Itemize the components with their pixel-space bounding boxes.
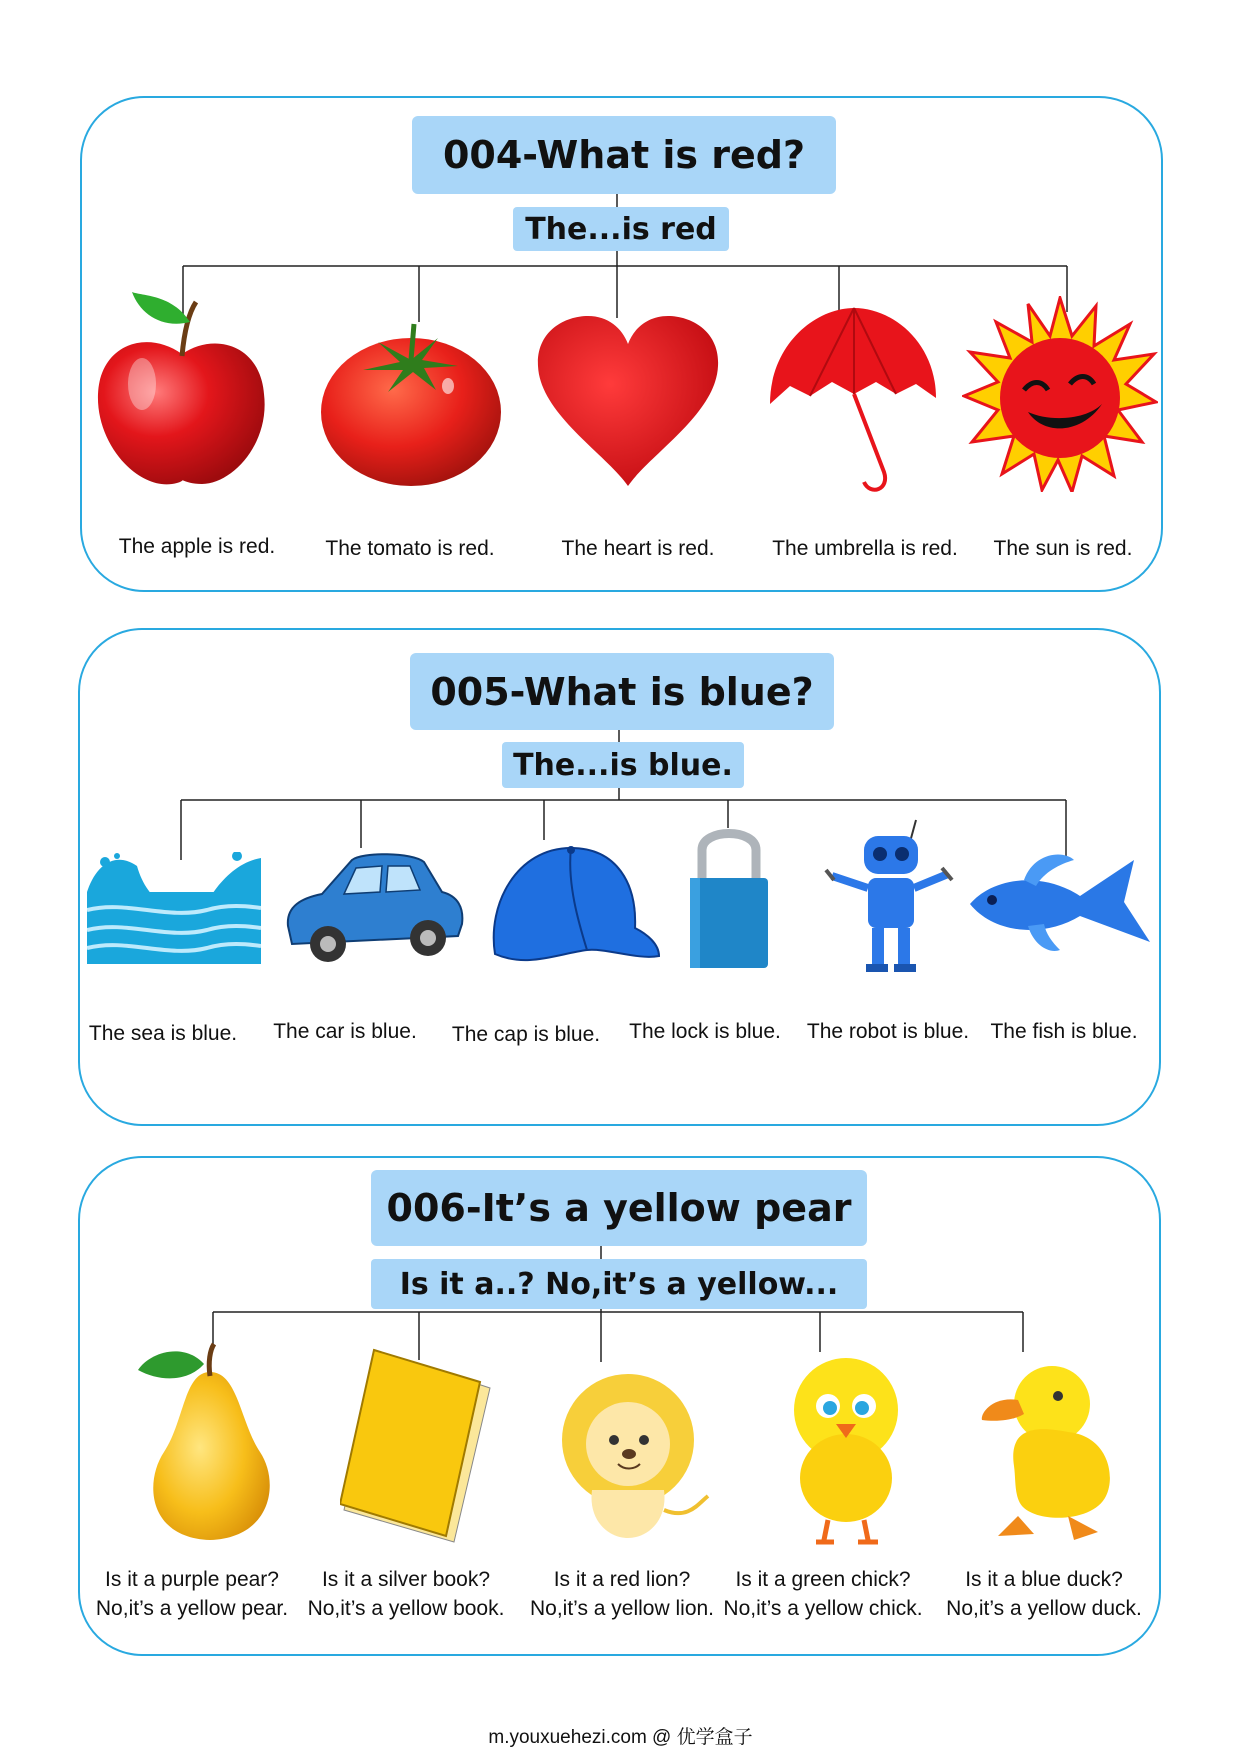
- lion-answer: No,it’s a yellow lion.: [529, 1597, 715, 1620]
- caption-heart: The heart is red.: [561, 537, 715, 560]
- caption-chick: [723, 1565, 922, 1623]
- caption-pear: [96, 1565, 288, 1623]
- lion-icon: [548, 1370, 714, 1540]
- caption-lion: [530, 1565, 714, 1623]
- lock-icon: [688, 820, 770, 970]
- chick-icon: [788, 1350, 906, 1548]
- cap-icon: [487, 844, 661, 976]
- caption-fish: The fish is blue.: [990, 1020, 1138, 1043]
- caption-sun: The sun is red.: [993, 537, 1133, 560]
- sun-icon: [962, 296, 1158, 492]
- caption-tomato: The tomato is red.: [325, 537, 495, 560]
- caption-cap: The cap is blue.: [451, 1023, 601, 1046]
- car-icon: [282, 846, 466, 970]
- caption-apple: The apple is red.: [118, 535, 276, 558]
- section-blue-pattern: The...is blue.: [502, 742, 744, 788]
- book-icon: [340, 1346, 496, 1546]
- tomato-icon: [318, 320, 504, 488]
- section-blue-title: 005-What is blue?: [410, 653, 834, 730]
- lion-question: Is it a red lion?: [553, 1568, 691, 1591]
- caption-book: [308, 1565, 505, 1623]
- chick-answer: No,it’s a yellow chick.: [723, 1597, 923, 1620]
- book-answer: No,it’s a yellow book.: [307, 1597, 505, 1620]
- book-question: Is it a silver book?: [321, 1568, 491, 1591]
- robot-icon: [818, 818, 962, 976]
- section-yellow-title: 006-It’s a yellow pear: [371, 1170, 867, 1246]
- duck-icon: [978, 1356, 1118, 1546]
- fish-icon: [964, 846, 1154, 958]
- duck-answer: No,it’s a yellow duck.: [946, 1597, 1142, 1620]
- duck-question: Is it a blue duck?: [965, 1568, 1123, 1591]
- caption-sea: The sea is blue.: [88, 1022, 238, 1045]
- heart-icon: [536, 314, 720, 490]
- caption-car: The car is blue.: [273, 1020, 417, 1043]
- umbrella-icon: [766, 304, 940, 496]
- pear-question: Is it a purple pear?: [105, 1568, 279, 1591]
- pear-icon: [134, 1342, 286, 1542]
- caption-duck: [946, 1565, 1142, 1623]
- caption-lock: The lock is blue.: [629, 1020, 781, 1043]
- apple-icon: [92, 284, 272, 494]
- footer-credit: m.youxuehezi.com @ 优学盒子: [488, 1727, 753, 1748]
- chick-question: Is it a green chick?: [735, 1568, 911, 1591]
- caption-robot: The robot is blue.: [806, 1020, 970, 1043]
- pear-answer: No,it’s a yellow pear.: [95, 1597, 289, 1620]
- caption-umbrella: The umbrella is red.: [772, 537, 958, 560]
- section-yellow-pattern: Is it a..? No,it’s a yellow...: [371, 1259, 867, 1309]
- section-red-title: 004-What is red?: [412, 116, 836, 194]
- sea-icon: [87, 852, 261, 964]
- section-red-pattern: The...is red: [513, 207, 729, 251]
